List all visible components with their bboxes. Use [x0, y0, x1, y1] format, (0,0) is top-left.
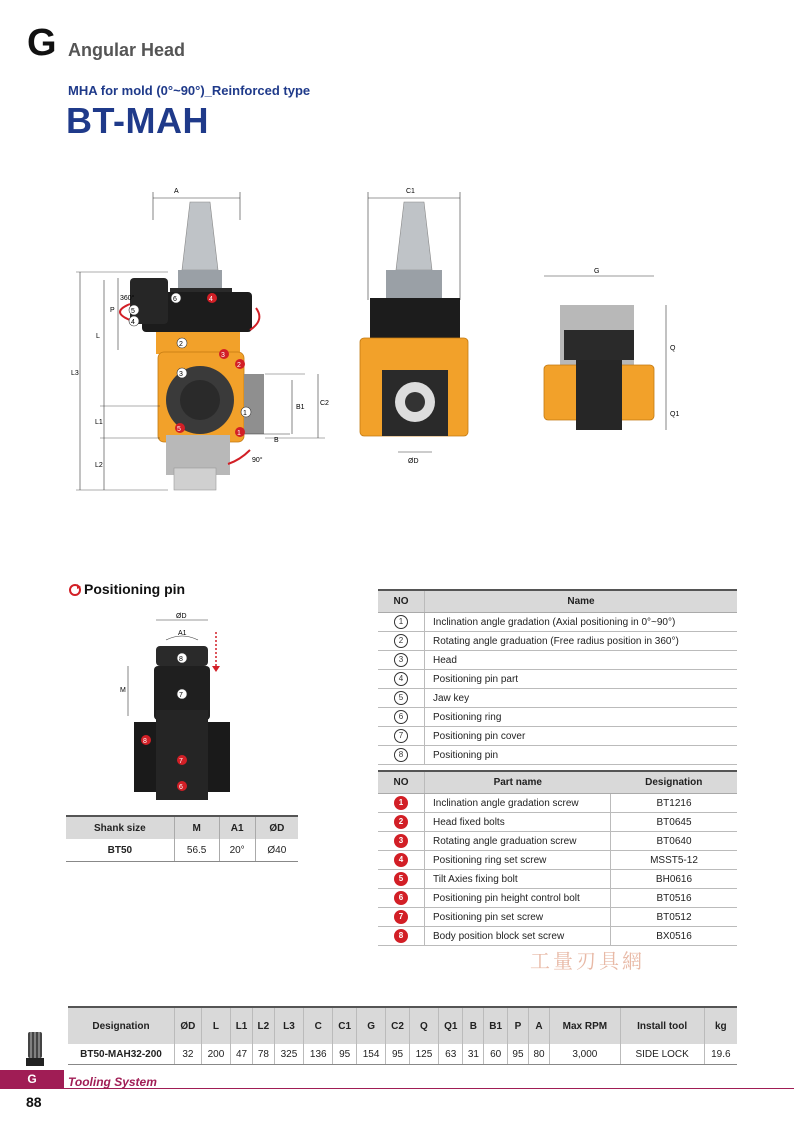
table-row: 5 Tilt Axies fixing bolt BH0616 [378, 870, 737, 889]
spec-cell-2: 200 [201, 1044, 230, 1065]
col-a1: A1 [219, 816, 255, 839]
spec-cell-8: 154 [356, 1044, 385, 1065]
page-number: 88 [26, 1094, 42, 1110]
svg-text:3: 3 [179, 371, 183, 378]
dim-C1: C1 [406, 188, 415, 195]
table-row: 7 Positioning pin set screw BT0512 [378, 908, 737, 927]
dim-90: 90° [252, 457, 263, 464]
spec-col-4: L2 [252, 1007, 274, 1044]
dim-L: L [96, 333, 100, 340]
spec-col-2: L [201, 1007, 230, 1044]
svg-text:2: 2 [179, 341, 183, 348]
watermark: 工量刃具網 [530, 951, 645, 973]
table-row: 2 Head fixed bolts BT0645 [378, 813, 737, 832]
spec-cell-1: 32 [175, 1044, 202, 1065]
spec-col-7: C1 [333, 1007, 357, 1044]
svg-text:8: 8 [143, 738, 147, 745]
spec-col-10: Q [409, 1007, 438, 1044]
table-row: 6 Positioning ring [378, 708, 737, 727]
col-m: M [174, 816, 219, 839]
spec-cell-5: 325 [274, 1044, 303, 1065]
top-view [544, 268, 679, 430]
svg-text:5: 5 [131, 308, 135, 315]
section-title: Angular Head [68, 40, 186, 60]
dim-L3: L3 [71, 370, 79, 377]
section-letter: G [27, 22, 57, 64]
col-part-name: Part name [425, 771, 611, 794]
col-no: NO [378, 590, 425, 613]
table-row: BT50 56.5 20° Ø40 [66, 839, 298, 862]
positioning-pin-drawing [110, 610, 240, 810]
table-row: 8 Body position block set screw BX0516 [378, 927, 737, 946]
spec-col-14: P [507, 1007, 528, 1044]
spec-col-5: L3 [274, 1007, 303, 1044]
pin-dim-A1: A1 [178, 630, 187, 637]
dim-OD-front: ØD [408, 458, 419, 465]
pin-dim-M: M [120, 687, 126, 694]
svg-text:4: 4 [209, 296, 213, 303]
spec-col-3: L1 [231, 1007, 253, 1044]
footer-section-tab: G [0, 1070, 64, 1089]
parts-name-table [378, 589, 737, 765]
spec-col-15: A [528, 1007, 549, 1044]
spec-cell-3: 47 [231, 1044, 253, 1065]
spec-cell-16: 3,000 [550, 1044, 621, 1065]
dim-G: G [594, 268, 600, 275]
dim-Q: Q [670, 345, 676, 352]
footer-text: Tooling System [68, 1075, 157, 1089]
dim-P: P [110, 307, 115, 314]
col-shank-size: Shank size [66, 816, 174, 839]
col-name: Name [425, 590, 738, 613]
dim-L1: L1 [95, 419, 103, 426]
dim-C2: C2 [320, 400, 329, 407]
footer-divider [64, 1088, 794, 1089]
svg-text:6: 6 [179, 784, 183, 791]
dim-B1: B1 [296, 404, 305, 411]
spec-col-9: C2 [386, 1007, 410, 1044]
spec-cell-10: 125 [409, 1044, 438, 1065]
side-view [71, 188, 329, 490]
spec-col-16: Max RPM [550, 1007, 621, 1044]
table-row: 5 Jaw key [378, 689, 737, 708]
shank-size-table [66, 815, 298, 862]
svg-text:2: 2 [237, 362, 241, 369]
collet-icon [24, 1030, 46, 1068]
spec-cell-6: 136 [304, 1044, 333, 1065]
product-subtitle: MHA for mold (0°~90°)_Reinforced type [68, 83, 311, 98]
dim-A: A [174, 188, 179, 195]
specification-table [68, 1006, 737, 1065]
col-od: ØD [255, 816, 298, 839]
svg-text:1: 1 [237, 430, 241, 437]
spec-cell-4: 78 [252, 1044, 274, 1065]
spec-cell-18: 19.6 [704, 1044, 737, 1065]
dim-B: B [274, 437, 279, 444]
pin-dim-OD: ØD [176, 613, 187, 620]
spec-cell-14: 95 [507, 1044, 528, 1065]
svg-text:8: 8 [179, 656, 183, 663]
angular-head-drawing [60, 180, 700, 500]
spec-col-12: B [463, 1007, 484, 1044]
spec-col-8: G [356, 1007, 385, 1044]
spec-col-6: C [304, 1007, 333, 1044]
spec-col-13: B1 [484, 1007, 508, 1044]
table-row: 2 Rotating angle graduation (Free radius position in 360°) [378, 632, 737, 651]
spec-col-11: Q1 [439, 1007, 463, 1044]
table-row: 6 Positioning pin height control bolt BT0516 [378, 889, 737, 908]
dim-L2: L2 [95, 462, 103, 469]
svg-text:1: 1 [243, 410, 247, 417]
svg-text:4: 4 [131, 319, 135, 326]
table-row: 3 Head [378, 651, 737, 670]
spec-cell-15: 80 [528, 1044, 549, 1065]
product-model: BT-MAH [66, 100, 209, 141]
dim-Q1: Q1 [670, 411, 680, 418]
positioning-pin-title: Positioning pin [84, 581, 186, 597]
spec-cell-0: BT50-MAH32-200 [68, 1044, 175, 1065]
spec-cell-12: 31 [463, 1044, 484, 1065]
svg-text:6: 6 [173, 296, 177, 303]
spec-col-0: Designation [68, 1007, 175, 1044]
spec-cell-11: 63 [439, 1044, 463, 1065]
table-row: 7 Positioning pin cover [378, 727, 737, 746]
table-row: 1 Inclination angle gradation screw BT1216 [378, 794, 737, 813]
table-row: 8 Positioning pin [378, 746, 737, 765]
spec-cell-7: 95 [333, 1044, 357, 1065]
table-row [68, 1044, 737, 1065]
spec-cell-13: 60 [484, 1044, 508, 1065]
spec-col-17: Install tool [620, 1007, 704, 1044]
table-row: 4 Positioning ring set screw MSST5-12 [378, 851, 737, 870]
dim-360: 360° [120, 295, 135, 302]
spec-col-1: ØD [175, 1007, 202, 1044]
col-no: NO [378, 771, 425, 794]
refresh-icon [68, 583, 82, 597]
table-row: 3 Rotating angle graduation screw BT0640 [378, 832, 737, 851]
svg-text:3: 3 [221, 352, 225, 359]
svg-text:5: 5 [177, 426, 181, 433]
col-designation: Designation [611, 771, 738, 794]
spec-cell-17: SIDE LOCK [620, 1044, 704, 1065]
front-view [360, 188, 468, 465]
table-row: 4 Positioning pin part [378, 670, 737, 689]
screw-parts-table [378, 770, 737, 946]
spec-cell-9: 95 [386, 1044, 410, 1065]
svg-text:7: 7 [179, 692, 183, 699]
table-row: 1 Inclination angle gradation (Axial positioning in 0°~90°) [378, 613, 737, 632]
svg-text:7: 7 [179, 758, 183, 765]
spec-col-18: kg [704, 1007, 737, 1044]
